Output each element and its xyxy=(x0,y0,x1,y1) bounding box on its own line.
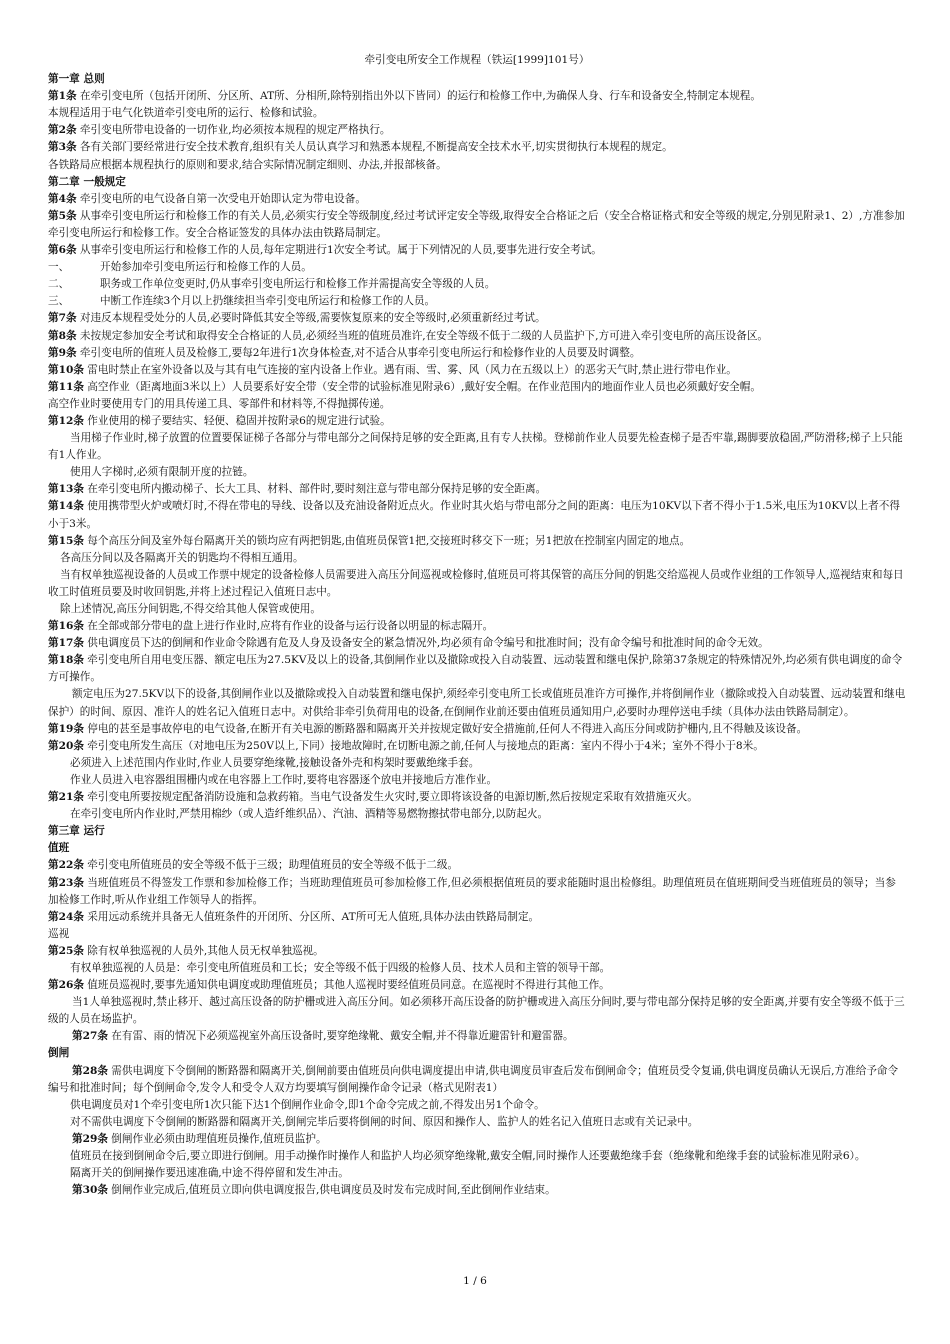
paragraph xyxy=(48,875,906,909)
paragraph xyxy=(48,1165,906,1182)
paragraph xyxy=(48,328,906,345)
section-heading xyxy=(48,174,906,191)
paragraph-text: 倒闸作业完成后,值班员立即向供电调度报告,供电调度员及时发布完成时间,至此倒闸作业结束。 xyxy=(107,1184,556,1197)
article-number: 第16条 xyxy=(48,620,84,633)
paragraph-text: 对违反本规程受处分的人员,必要时降低其安全等级,需要恢复原来的安全等级时,必须重新经过考试。 xyxy=(76,312,546,325)
paragraph-text: 额定电压为27.5KV以下的设备,其倒闸作业以及撤除或投入自动装置和继电保护,须经牵引变电所工长或值班员准许方可操作,并将倒闸作业（撤除或投入自动装置、远动装置和继电保护）的时间、原因、准许人的姓名记入值班日志中。对供给非牵引负荷用电的设备,在倒闸作业前还要由值班员通知用户,必要时办理停送电手续（具体办法由铁路局制定）。 xyxy=(48,688,906,718)
article-number: 第25条 xyxy=(48,944,84,957)
article-number: 第26条 xyxy=(48,979,84,992)
paragraph-text: 牵引变电所值班员的安全等级不低于三级；助理值班员的安全等级不低于二级。 xyxy=(83,859,459,872)
paragraph xyxy=(48,464,906,481)
paragraph xyxy=(48,1148,906,1165)
paragraph xyxy=(48,1028,906,1045)
page-number: 1 / 6 xyxy=(463,1275,487,1287)
section-heading xyxy=(48,1045,906,1062)
paragraph xyxy=(48,772,906,789)
paragraph-text: 巡视 xyxy=(48,927,70,940)
paragraph-text: 雷电时禁止在室外设备以及与其有电气连接的室内设备上作业。遇有雨、雪、雾、风（风力在五级以上）的恶劣天气时,禁止进行带电作业。 xyxy=(83,363,737,376)
paragraph xyxy=(48,396,906,413)
paragraph-text: 各高压分间以及各隔离开关的钥匙均不得相互通用。 xyxy=(60,551,304,564)
article-number: 第2条 xyxy=(48,124,77,137)
paragraph xyxy=(48,738,906,755)
article-number: 第5条 xyxy=(48,209,77,222)
paragraph xyxy=(48,721,906,738)
list-item xyxy=(48,276,906,293)
paragraph-text: 牵引变电所自用电变压器、额定电压为27.5KV及以上的设备,其倒闸作业以及撤除或投入自动装置、远动装置和继电保护,除第37条规定的特殊情况外,均必须有供电调度的命令方可操作。 xyxy=(48,654,903,684)
paragraph-text: 供电调度员下达的倒闸和作业命令除遇有危及人身及设备安全的紧急情况外,均必须有命令编号和批准时间；没有命令编号和批准时间的命令无效。 xyxy=(83,637,769,650)
paragraph xyxy=(48,601,906,618)
article-number: 第22条 xyxy=(48,859,84,872)
paragraph xyxy=(48,533,906,550)
paragraph-text: 牵引变电所发生高压（对地电压为250V以上,下同）接地故障时,在切断电源之前,任何人与接地点的距离：室内不得小于4米；室外不得小于8米。 xyxy=(83,739,764,752)
paragraph-text: 从事牵引变电所运行和检修工作的人员,每年定期进行1次安全考试。属于下列情况的人员,要事先进行安全考试。 xyxy=(76,244,602,257)
paragraph xyxy=(48,550,906,567)
paragraph-text: 值班员在接到倒闸命令后,要立即进行倒闸。用手动操作时操作人和监护人均必须穿绝缘靴,戴安全帽,同时操作人还要戴绝缘手套（绝缘靴和绝缘手套的试验标准见附录6）。 xyxy=(70,1150,866,1162)
paragraph-text: 在牵引变电所内搬动梯子、长大工具、材料、部件时,要时刻注意与带电部分保持足够的安全距离。 xyxy=(83,483,547,496)
paragraph xyxy=(48,960,906,977)
paragraph xyxy=(48,1182,906,1199)
article-number: 第27条 xyxy=(72,1030,108,1043)
list-number: 二、 xyxy=(48,278,70,291)
paragraph-text: 每个高压分间及室外每台隔离开关的锁均应有两把钥匙,由值班员保管1把,交接班时移交下一班；另1把放在控制室内固定的地点。 xyxy=(83,534,691,547)
article-number: 第28条 xyxy=(72,1064,108,1077)
paragraph xyxy=(48,139,906,156)
document-body xyxy=(48,52,906,1199)
document-title: 牵引变电所安全工作规程（铁运[1999]101号） xyxy=(364,54,590,66)
paragraph-text: 需供电调度下令倒闸的断路器和隔离开关,倒闸前要由值班员向供电调度提出申请,供电调度员审查后发布倒闸命令；值班员受令复诵,供电调度员确认无误后,方准给予命令编号和批准时间；每个倒闸命令,发令人和受令人双方均要填写倒闸操作命令记录（格式见附表1） xyxy=(48,1064,899,1094)
paragraph-text: 倒闸作业必须由助理值班员操作,值班员监护。 xyxy=(107,1132,327,1145)
article-number: 第20条 xyxy=(48,739,84,752)
section-heading xyxy=(48,71,906,88)
paragraph-text: 停电的甚至是事故停电的电气设备,在断开有关电源的断路器和隔离开关并按规定做好安全措施前,任何人不得进入高压分间或防护栅内,且不得触及该设备。 xyxy=(83,722,808,735)
paragraph xyxy=(48,567,906,601)
paragraph xyxy=(48,122,906,139)
paragraph-text: 高空作业（距离地面3米以上）人员要系好安全带（安全带的试验标准见附录6）,戴好安全帽。在作业范围内的地面作业人员也必须戴好安全帽。 xyxy=(83,380,761,393)
section-heading xyxy=(48,823,906,840)
heading-text: 第三章 运行 xyxy=(48,825,105,838)
paragraph-text: 牵引变电所要按规定配备消防设施和急救药箱。当电气设备发生火灾时,要立即将该设备的电源切断,然后按规定采取有效措施灭火。 xyxy=(83,791,698,804)
paragraph xyxy=(48,686,906,720)
paragraph xyxy=(48,191,906,208)
paragraph xyxy=(48,498,906,532)
article-number: 第4条 xyxy=(48,192,77,205)
heading-text: 倒闸 xyxy=(48,1047,70,1060)
list-item xyxy=(48,293,906,310)
paragraph xyxy=(48,105,906,122)
paragraph-text: 各有关部门要经常进行安全技术教育,组织有关人员认真学习和熟悉本规程,不断提高安全技术水平,切实贯彻执行本规程的规定。 xyxy=(76,141,673,154)
paragraph-text: 有权单独巡视的人员是：牵引变电所值班员和工长；安全等级不低于四级的检修人员、技术人员和主管的领导干部。 xyxy=(70,961,611,974)
paragraph xyxy=(48,413,906,430)
paragraph-text: 使用人字梯时,必须有限制开度的拉链。 xyxy=(70,466,254,479)
paragraph-text: 高空作业时要使用专门的用具传递工具、零部件和材料等,不得抛掷传递。 xyxy=(48,397,391,410)
article-number: 第17条 xyxy=(48,637,84,650)
paragraph xyxy=(48,943,906,960)
paragraph xyxy=(48,379,906,396)
article-number: 第23条 xyxy=(48,876,84,889)
paragraph-text: 在全部或部分带电的盘上进行作业时,应将有作业的设备与运行设备以明显的标志隔开。 xyxy=(83,620,494,633)
paragraph xyxy=(48,362,906,379)
paragraph-text: 牵引变电所带电设备的一切作业,均必须按本规程的规定严格执行。 xyxy=(76,124,391,137)
paragraph-text: 必须进入上述范围内作业时,作业人员要穿绝缘靴,接触设备外壳和构架时要戴绝缘手套。 xyxy=(70,756,480,769)
paragraph-text: 在有雷、雨的情况下必须巡视室外高压设备时,要穿绝缘靴、戴安全帽,并不得靠近避雷针和避雷器。 xyxy=(107,1030,574,1043)
article-number: 第10条 xyxy=(48,363,84,376)
article-number: 第3条 xyxy=(48,141,77,154)
article-number: 第24条 xyxy=(48,910,84,923)
paragraph xyxy=(48,1063,906,1097)
paragraph xyxy=(48,310,906,327)
paragraph xyxy=(48,242,906,259)
paragraph-text: 除有权单独巡视的人员外,其他人员无权单独巡视。 xyxy=(83,944,324,957)
paragraph xyxy=(48,635,906,652)
paragraph-text: 牵引变电所的电气设备自第一次受电开始即认定为带电设备。 xyxy=(76,192,366,205)
paragraph xyxy=(48,157,906,174)
paragraph-text: 在牵引变电所内作业时,严禁用棉纱（或人造纤维织品）、汽油、酒精等易燃物擦拭带电部分,以防起火。 xyxy=(70,808,549,821)
article-number: 第9条 xyxy=(48,346,77,359)
article-number: 第15条 xyxy=(48,534,84,547)
article-number: 第13条 xyxy=(48,483,84,496)
document-lines xyxy=(48,71,906,1199)
article-number: 第29条 xyxy=(72,1132,108,1145)
paragraph xyxy=(48,1097,906,1114)
paragraph xyxy=(48,652,906,686)
paragraph-text: 在牵引变电所（包括开闭所、分区所、AT所、分相所,除特别指出外以下皆同）的运行和检修工作中,为确保人身、行车和设备安全,特制定本规程。 xyxy=(76,90,761,103)
list-text: 开始参加牵引变电所运行和检修工作的人员。 xyxy=(100,261,312,274)
paragraph xyxy=(48,806,906,823)
article-number: 第21条 xyxy=(48,791,84,804)
list-text: 职务或工作单位变更时,仍从事牵引变电所运行和检修工作并需提高安全等级的人员。 xyxy=(100,278,496,291)
paragraph-text: 牵引变电所的值班人员及检修工,要每2年进行1次身体检查,对不适合从事牵引变电所运行和检修作业的人员要及时调整。 xyxy=(76,346,641,359)
paragraph-text: 使用携带型火炉或喷灯时,不得在带电的导线、设备以及充油设备附近点火。作业时其火焰与带电部分之间的距离：电压为10KV以下者不得小于1.5米,电压为10KV以上者不得小于3米。 xyxy=(48,500,900,530)
paragraph xyxy=(48,789,906,806)
article-number: 第30条 xyxy=(72,1184,108,1197)
paragraph xyxy=(48,994,906,1028)
article-number: 第11条 xyxy=(48,380,84,393)
paragraph-text: 供电调度员对1个牵引变电所1次只能下达1个倒闸作业命令,即1个命令完成之前,不得发出另1个命令。 xyxy=(70,1098,545,1111)
paragraph-text: 当有权单独巡视设备的人员或工作票中规定的设备检修人员需要进入高压分间巡视或检修时,值班员可将其保管的高压分间的钥匙交给巡视人员或作业组的工作领导人,巡视结束和每日收工时值班员要及时收回钥匙,并将上述过程记入值班日志中。 xyxy=(48,568,904,598)
article-number: 第1条 xyxy=(48,90,77,103)
article-number: 第19条 xyxy=(48,722,84,735)
paragraph xyxy=(48,1131,906,1148)
list-number: 一、 xyxy=(48,261,70,274)
article-number: 第7条 xyxy=(48,312,77,325)
paragraph-text: 作业人员进入电容器组围栅内或在电容器上工作时,要将电容器逐个放电并接地后方准作业。 xyxy=(70,773,498,786)
heading-text: 第一章 总则 xyxy=(48,73,105,86)
paragraph xyxy=(48,88,906,105)
article-number: 第8条 xyxy=(48,329,77,342)
paragraph xyxy=(48,618,906,635)
list-text: 中断工作连续3个月以上扔继续担当牵引变电所运行和检修工作的人员。 xyxy=(100,295,436,308)
list-number: 三、 xyxy=(48,295,70,308)
paragraph xyxy=(48,430,906,464)
paragraph-text: 除上述情况,高压分间钥匙,不得交给其他人保管或使用。 xyxy=(60,603,321,615)
list-item xyxy=(48,259,906,276)
paragraph-text: 对不需供电调度下令倒闸的断路器和隔离开关,倒闸完毕后要将倒闸的时间、原因和操作人、监护人的姓名记入值班日志或有关记录中。 xyxy=(70,1115,699,1128)
heading-text: 第二章 一般规定 xyxy=(48,175,126,188)
section-heading xyxy=(48,840,906,857)
paragraph-text: 当班值班员不得签发工作票和参加检修工作；当班助理值班员可参加检修工作,但必须根据值班员的要求能随时退出检修组。助理值班员在值班期间受当班值班员的领导；当参加检修工作时,听从作业组工作领导人的指挥。 xyxy=(48,876,896,906)
paragraph-text: 当1人单独巡视时,禁止移开、越过高压设备的防护栅或进入高压分间。如必须移开高压设备的防护栅或进入高压分间时,要与带电部分保持足够的安全距离,并要有安全等级不低于三级的人员在场监护。 xyxy=(48,996,905,1026)
article-number: 第14条 xyxy=(48,500,84,513)
paragraph xyxy=(48,1114,906,1131)
paragraph xyxy=(48,208,906,242)
paragraph-text: 隔离开关的倒闸操作要迅速准确,中途不得停留和发生冲击。 xyxy=(70,1167,349,1180)
paragraph xyxy=(48,857,906,874)
heading-text: 值班 xyxy=(48,842,70,855)
paragraph xyxy=(48,345,906,362)
paragraph-text: 值班员巡视时,要事先通知供电调度或助理值班员；其他人巡视时要经值班员同意。在巡视时不得进行其他工作。 xyxy=(83,979,610,992)
paragraph-text: 采用远动系统并具备无人值班条件的开闭所、分区所、AT所可无人值班,具体办法由铁路局制定。 xyxy=(83,910,540,923)
paragraph-text: 各铁路局应根据本规程执行的原则和要求,结合实际情况制定细则、办法,并报部核备。 xyxy=(48,158,447,171)
paragraph xyxy=(48,977,906,994)
article-number: 第6条 xyxy=(48,244,77,257)
paragraph xyxy=(48,481,906,498)
paragraph-text: 本规程适用于电气化铁道牵引变电所的运行、检修和试验。 xyxy=(48,107,324,120)
paragraph-text: 当用梯子作业时,梯子放置的位置要保证梯子各部分与带电部分之间保持足够的安全距离,且有专人扶梯。登梯前作业人员要先检查梯子是否牢靠,踢脚要放稳固,严防滑移;梯子上只能有1人作业。 xyxy=(48,432,903,462)
paragraph-text: 未按规定参加安全考试和取得安全合格证的人员,必须经当班的值班员准许,在安全等级不低于二级的人员监护下,方可进入牵引变电所的高压设备区。 xyxy=(76,329,769,342)
article-number: 第18条 xyxy=(48,654,84,667)
paragraph-text: 从事牵引变电所运行和检修工作的有关人员,必须实行安全等级制度,经过考试评定安全等级,取得安全合格证之后（安全合格证格式和安全等级的规定,分别见附录1、2）,方准参加牵引变电所运行和检修工作。安全合格证签发的具体办法由铁路局制定。 xyxy=(48,209,905,239)
paragraph xyxy=(48,909,906,926)
paragraph xyxy=(48,755,906,772)
paragraph-text: 作业使用的梯子要结实、轻便、稳固并按附录6的规定进行试验。 xyxy=(83,414,391,427)
article-number: 第12条 xyxy=(48,414,84,427)
paragraph xyxy=(48,926,906,943)
